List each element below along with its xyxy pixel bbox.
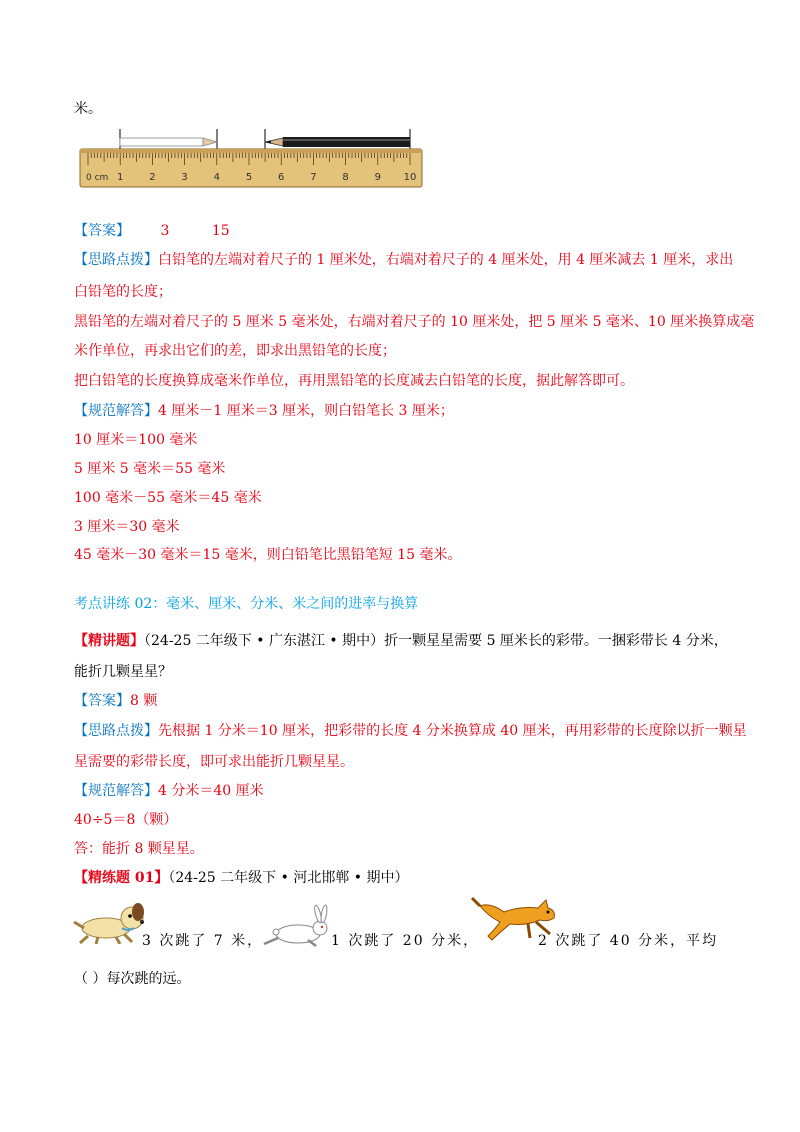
practice-blank-line: （ ）每次跳的远。 [74, 971, 191, 987]
ruler-number: 9 [374, 172, 381, 183]
ruler-figure [78, 127, 424, 189]
hint-1-line-1 [74, 251, 733, 269]
hint-tag: 【思路点拨】 [74, 252, 158, 268]
solution-2-line-3: 答：能折 8 颗星星。 [74, 841, 204, 857]
practice-source: （24-25 二年级下 • 河北邯郸 • 期中） [168, 870, 409, 886]
hint-2-line-2: 星需要的彩带长度，即可求出能折几颗星星。 [74, 754, 354, 770]
dog-icon [72, 898, 152, 944]
answer-2 [74, 692, 157, 710]
solution-1-line-6: 45 毫米－30 毫米＝15 毫米，则白铅笔比黑铅笔短 15 毫米。 [74, 547, 462, 563]
answer-tag: 【答案】 [74, 693, 130, 709]
example-tag: 【精讲题】 [74, 633, 144, 649]
ruler-svg [78, 127, 424, 189]
ruler-number: 6 [278, 172, 285, 183]
solution-tag: 【规范解答】 [74, 783, 158, 799]
solution-text: 4 分米＝40 厘米 [158, 783, 264, 799]
answer-1 [74, 222, 230, 240]
example-line-1 [74, 632, 728, 650]
ruler-number: 7 [310, 172, 317, 183]
solution-1-line-4: 100 毫米－55 毫米＝45 毫米 [74, 490, 262, 506]
intro-tail: 米。 [74, 101, 102, 117]
practice-header [74, 869, 409, 887]
hint-1-line-4: 米作单位，再求出它们的差，即求出黑铅笔的长度； [74, 343, 396, 359]
solution-1-line-5: 3 厘米＝30 毫米 [74, 519, 180, 535]
solution-text: 4 厘米－1 厘米＝3 厘米，则白铅笔长 3 厘米； [158, 403, 454, 419]
solution-1-line-2: 10 厘米＝100 毫米 [74, 432, 198, 448]
hint-text: 先根据 1 分米＝10 厘米，把彩带的长度 4 分米换算成 40 厘米，再用彩带的长度除以折一颗星 [158, 723, 747, 739]
ruler-number: 4 [213, 172, 220, 183]
ruler-number: 3 [181, 172, 188, 183]
ruler-number: 2 [149, 172, 156, 183]
answer-value-2: 15 [211, 223, 230, 239]
solution-1-line-1 [74, 402, 454, 420]
answer-tag: 【答案】 [74, 223, 130, 239]
rabbit-text: 1 次跳了 20 分米， [331, 933, 480, 949]
hint-1-line-3: 黑铅笔的左端对着尺子的 5 厘米 5 毫米处，右端对着尺子的 10 厘米处，把 5 厘米 5 毫米、10 厘米换算成毫 [74, 314, 755, 330]
hint-1-line-2: 白铅笔的长度； [74, 284, 172, 300]
solution-1-line-3: 5 厘米 5 毫米＝55 毫米 [74, 461, 226, 477]
practice-tag: 【精练题 01】 [74, 870, 169, 886]
rabbit-icon [262, 904, 336, 950]
answer-value: 8 颗 [130, 693, 158, 709]
ruler-number: 10 [403, 172, 417, 183]
solution-tag: 【规范解答】 [74, 403, 158, 419]
section-heading: 考点讲练 02：毫米、厘米、分米、米之间的进率与换算 [74, 596, 419, 612]
ruler-number: 8 [342, 172, 349, 183]
hint-tag: 【思路点拨】 [74, 723, 158, 739]
solution-2-line-1 [74, 782, 264, 800]
black-pencil-icon [265, 137, 410, 147]
solution-2-line-2: 40÷5＝8（颗） [74, 812, 178, 828]
ruler-number: 1 [117, 172, 124, 183]
example-line-2: 能折几颗星星？ [74, 664, 172, 680]
hint-text: 白铅笔的左端对着尺子的 1 厘米处，右端对着尺子的 4 厘米处，用 4 厘米减去 1 厘米，求出 [158, 252, 734, 268]
dog-text: 3 次跳了 7 米， [142, 933, 264, 949]
answer-value-1: 3 [160, 223, 170, 239]
ruler-number: 5 [245, 172, 253, 183]
ruler-unit-label: 0 cm [86, 173, 109, 183]
white-pencil-icon [120, 138, 217, 146]
hint-1-line-5: 把白铅笔的长度换算成毫米作单位，再用黑铅笔的长度减去白铅笔的长度，据此解答即可。 [74, 373, 634, 389]
cat-text: 2 次跳了 40 分米，平均 [538, 933, 719, 949]
example-text: （24-25 二年级下 • 广东湛江 • 期中）折一颗星星需要 5 厘米长的彩带。一捆彩带长 4 分米， [144, 633, 728, 649]
hint-2-line-1 [74, 722, 747, 740]
